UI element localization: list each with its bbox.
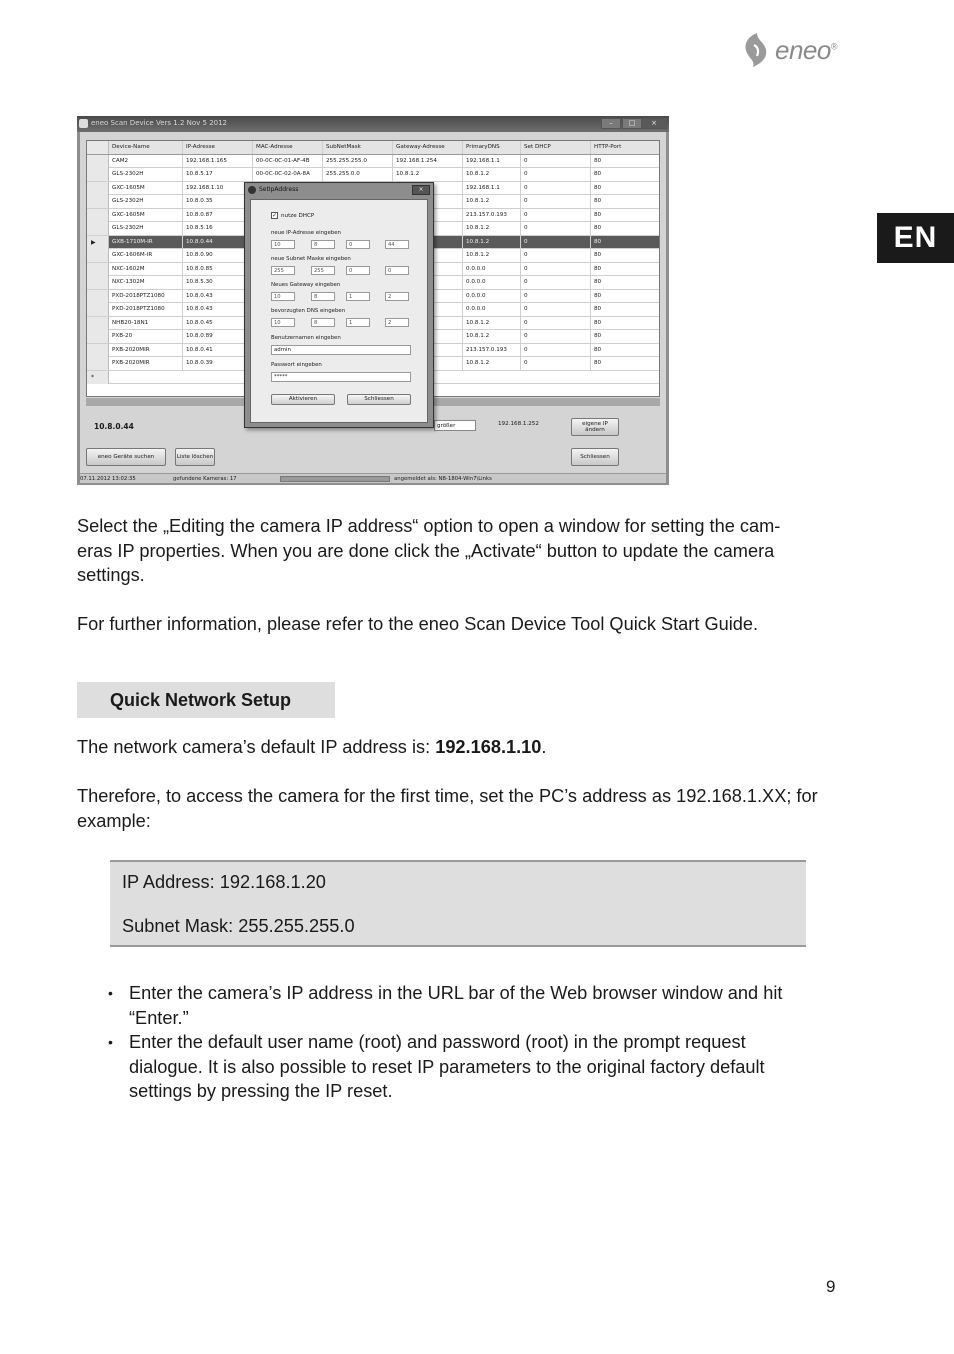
table-cell: 10.8.0.43 xyxy=(183,303,253,316)
mask-label: neue Subnet Maske eingeben xyxy=(271,256,351,262)
table-cell: 00-0C-0C-01-AF-4B xyxy=(253,155,323,168)
table-cell: 0 xyxy=(521,155,591,168)
table-cell: 10.8.0.45 xyxy=(183,317,253,330)
column-header[interactable]: IP-Adresse xyxy=(183,141,253,154)
intro-line: Select the „Editing the camera IP address“ option to open a window for setting the cam- xyxy=(77,516,781,536)
gw-octet-2[interactable]: 8 xyxy=(311,292,335,301)
table-cell: PXB-2020MIR xyxy=(109,344,183,357)
table-cell: 10.8.1.2 xyxy=(463,357,521,370)
instructions-list xyxy=(108,981,818,1104)
list-item: • Enter the default user name (root) and password (root) in the prompt request dialogue. It is also possible to reset IP parameters to the original factory default settings by pressing the IP reset. xyxy=(108,1032,765,1101)
table-cell: PXD-2018PTZ1080 xyxy=(109,303,183,316)
example-ip: IP Address: 192.168.1.20 xyxy=(122,872,326,892)
table-cell: CAM2 xyxy=(109,155,183,168)
clear-list-button[interactable]: Liste löschen xyxy=(175,448,215,466)
row-header-cell xyxy=(87,141,109,154)
table-cell: 10.8.1.2 xyxy=(393,168,463,181)
dialog-title: SetIpAddress xyxy=(259,186,299,193)
table-cell: 192.168.1.165 xyxy=(183,155,253,168)
row-marker xyxy=(87,276,109,289)
table-cell: 0.0.0.0 xyxy=(463,290,521,303)
default-ip-value: 192.168.1.10 xyxy=(435,737,542,757)
bullet-icon: • xyxy=(108,1034,113,1050)
table-cell: 255.255.0.0 xyxy=(323,168,393,181)
table-cell: 213.157.0.193 xyxy=(463,209,521,222)
table-cell: GXB-1710M-IR xyxy=(109,236,183,249)
window-close-button[interactable]: × xyxy=(641,118,667,129)
table-cell: 80 xyxy=(591,263,660,276)
dhcp-checkbox[interactable] xyxy=(271,212,314,219)
app-icon xyxy=(79,119,88,128)
ip-octet-4[interactable]: 44 xyxy=(385,240,409,249)
gw-octet-1[interactable]: 10 xyxy=(271,292,295,301)
column-header[interactable]: SubNetMask xyxy=(323,141,393,154)
further-info-paragraph: For further information, please refer to the eneo Scan Device Tool Quick Start Guide. xyxy=(77,614,759,634)
pc-address-line: Therefore, to access the camera for the first time, set the PC’s address as 192.168.1.XX; for xyxy=(77,786,818,806)
table-cell: 0 xyxy=(521,290,591,303)
row-marker xyxy=(87,182,109,195)
example-settings-box xyxy=(110,860,806,947)
dialog-icon xyxy=(248,186,256,194)
search-devices-button[interactable]: eneo Geräte suchen xyxy=(86,448,166,466)
password-label: Passwort eingeben xyxy=(271,362,322,368)
table-cell: 80 xyxy=(591,195,660,208)
dns-label: bevorzugten DNS eingeben xyxy=(271,308,346,314)
table-cell: NHB20-18N1 xyxy=(109,317,183,330)
table-cell: 0 xyxy=(521,344,591,357)
intro-line: eras IP properties. When you are done click the „Activate“ button to update the camera xyxy=(77,540,775,561)
table-cell: GXC-1606M-IR xyxy=(109,249,183,262)
table-cell: PXB-2020MIR xyxy=(109,357,183,370)
dns-octet-4[interactable]: 2 xyxy=(385,318,409,327)
row-marker xyxy=(87,263,109,276)
table-cell: 80 xyxy=(591,182,660,195)
table-cell: 80 xyxy=(591,317,660,330)
ip-label: neue IP-Adresse eingeben xyxy=(271,230,341,236)
table-cell: 10.8.0.87 xyxy=(183,209,253,222)
table-cell: 80 xyxy=(591,155,660,168)
activate-button[interactable]: Aktivieren xyxy=(271,394,335,405)
table-cell: 80 xyxy=(591,330,660,343)
table-cell: 192.168.1.1 xyxy=(463,182,521,195)
table-cell: 255.255.255.0 xyxy=(323,155,393,168)
pc-address-line: example: xyxy=(77,810,151,831)
table-cell: 192.168.1.10 xyxy=(183,182,253,195)
gw-octet-4[interactable]: 2 xyxy=(385,292,409,301)
table-cell: 10.8.0.41 xyxy=(183,344,253,357)
change-own-ip-button[interactable]: eigene IP ändern xyxy=(571,418,619,436)
column-header[interactable]: Set DHCP xyxy=(521,141,591,154)
column-header[interactable]: HTTP-Port xyxy=(591,141,660,154)
table-cell: 10.8.0.35 xyxy=(183,195,253,208)
table-cell: 80 xyxy=(591,249,660,262)
table-cell: 0 xyxy=(521,168,591,181)
table-row[interactable] xyxy=(87,155,660,169)
row-marker xyxy=(87,249,109,262)
dialog-close-button[interactable]: × xyxy=(412,185,430,195)
filter-combo[interactable]: größer xyxy=(434,420,476,431)
ip-octet-1[interactable]: 10 xyxy=(271,240,295,249)
table-cell: 80 xyxy=(591,276,660,289)
gw-octet-3[interactable]: 1 xyxy=(346,292,370,301)
scan-device-screenshot xyxy=(77,116,669,485)
table-cell: 0 xyxy=(521,303,591,316)
password-input[interactable]: ***** xyxy=(271,372,411,382)
table-cell: PXB-20 xyxy=(109,330,183,343)
close-button[interactable]: Schliessen xyxy=(571,448,619,466)
window-title: eneo Scan Device Vers 1.2 Nov 5 2012 xyxy=(91,119,228,127)
column-header[interactable]: Gateway-Adresse xyxy=(393,141,463,154)
table-cell: GLS-2302H xyxy=(109,168,183,181)
table-cell: 10.8.5.17 xyxy=(183,168,253,181)
table-cell: 10.8.5.16 xyxy=(183,222,253,235)
column-header[interactable]: Device-Name xyxy=(109,141,183,154)
minimize-button[interactable]: – xyxy=(601,118,621,129)
dns-octet-2[interactable]: 8 xyxy=(311,318,335,327)
gateway-label: Neues Gateway eingeben xyxy=(271,282,341,288)
dns-octet-3[interactable]: 1 xyxy=(346,318,370,327)
table-cell: 80 xyxy=(591,236,660,249)
table-cell: 80 xyxy=(591,344,660,357)
row-marker xyxy=(87,222,109,235)
table-cell: 0.0.0.0 xyxy=(463,303,521,316)
status-user: angemeldet als: NB-1804-Win7\Links xyxy=(394,476,492,482)
section-title: Quick Network Setup xyxy=(77,682,335,718)
dns-octet-1[interactable]: 10 xyxy=(271,318,295,327)
table-cell: 10.8.1.2 xyxy=(463,195,521,208)
table-cell: 80 xyxy=(591,209,660,222)
row-marker xyxy=(87,303,109,316)
table-cell: 10.8.0.85 xyxy=(183,263,253,276)
column-header[interactable]: MAC-Adresse xyxy=(253,141,323,154)
row-marker xyxy=(87,195,109,208)
table-cell: 80 xyxy=(591,168,660,181)
column-header[interactable]: PrimaryDNS xyxy=(463,141,521,154)
maximize-button[interactable]: □ xyxy=(622,118,642,129)
table-cell: 10.8.0.44 xyxy=(183,236,253,249)
status-progress xyxy=(280,476,390,482)
row-marker xyxy=(87,155,109,168)
table-cell: 0 xyxy=(521,357,591,370)
table-cell: 192.168.1.1 xyxy=(463,155,521,168)
table-cell: 10.8.0.39 xyxy=(183,357,253,370)
table-cell: 10.8.0.89 xyxy=(183,330,253,343)
eneo-logo xyxy=(741,30,841,70)
intro-line: settings. xyxy=(77,565,145,585)
row-marker xyxy=(87,357,109,370)
table-cell: 0 xyxy=(521,276,591,289)
username-label: Benutzernamen eingeben xyxy=(271,335,341,341)
mask-octet-2[interactable]: 255 xyxy=(311,266,335,275)
table-cell: NXC-1602M xyxy=(109,263,183,276)
language-tab: EN xyxy=(877,213,954,263)
dhcp-label: nutze DHCP xyxy=(281,212,315,219)
table-cell: 10.8.0.43 xyxy=(183,290,253,303)
row-marker: ▶ xyxy=(87,236,109,249)
status-bar xyxy=(80,473,666,483)
row-marker xyxy=(87,317,109,330)
table-cell: 10.8.1.2 xyxy=(463,168,521,181)
mask-octet-1[interactable]: 255 xyxy=(271,266,295,275)
eneo-logo-icon xyxy=(741,31,773,69)
table-cell: 80 xyxy=(591,222,660,235)
window-titlebar xyxy=(77,116,669,132)
ip-octet-2[interactable]: 8 xyxy=(311,240,335,249)
intro-paragraph xyxy=(77,514,847,588)
table-cell: 10.8.1.2 xyxy=(463,330,521,343)
selected-ip: 10.8.0.44 xyxy=(94,422,134,431)
table-cell: GLS-2302H xyxy=(109,195,183,208)
table-cell: 10.8.1.2 xyxy=(463,317,521,330)
table-row[interactable] xyxy=(87,168,660,182)
list-item: • Enter the camera’s IP address in the URL bar of the Web browser window and hit “Enter.” xyxy=(108,983,783,1028)
status-found: gefundene Kameras: 17 xyxy=(173,476,237,482)
table-cell: 0 xyxy=(521,236,591,249)
dialog-schliessen-button[interactable]: Schliessen xyxy=(347,394,411,405)
table-cell: GXC-1605M xyxy=(109,182,183,195)
table-cell: GLS-2302H xyxy=(109,222,183,235)
table-cell: 0 xyxy=(521,263,591,276)
row-marker xyxy=(87,330,109,343)
table-cell: NXC-1302M xyxy=(109,276,183,289)
table-cell: PXD-2018PTZ1080 xyxy=(109,290,183,303)
table-cell: 10.8.5.30 xyxy=(183,276,253,289)
mask-octet-4[interactable]: 0 xyxy=(385,266,409,275)
table-cell: 0 xyxy=(521,249,591,262)
table-cell: 0 xyxy=(521,195,591,208)
dialog-body xyxy=(250,199,428,423)
table-cell: 0.0.0.0 xyxy=(463,263,521,276)
table-cell: 0 xyxy=(521,182,591,195)
page-number: 9 xyxy=(826,1277,836,1296)
logo-text: eneo® xyxy=(775,34,837,65)
bullet-icon: • xyxy=(108,985,113,1001)
table-cell: 10.8.1.2 xyxy=(463,236,521,249)
mask-octet-3[interactable]: 0 xyxy=(346,266,370,275)
table-cell: 213.157.0.193 xyxy=(463,344,521,357)
table-cell: 192.168.1.254 xyxy=(393,155,463,168)
grid-header xyxy=(87,141,660,155)
row-marker xyxy=(87,290,109,303)
default-ip-paragraph: The network camera’s default IP address is: 192.168.1.10. xyxy=(77,737,547,757)
pc-address-paragraph xyxy=(77,784,847,833)
ip-octet-3[interactable]: 0 xyxy=(346,240,370,249)
check-icon: ✓ xyxy=(272,212,278,219)
row-marker xyxy=(87,209,109,222)
table-cell: 80 xyxy=(591,290,660,303)
set-ip-dialog xyxy=(244,182,434,428)
table-cell: 80 xyxy=(591,357,660,370)
table-cell: 0 xyxy=(521,209,591,222)
username-input[interactable]: admin xyxy=(271,345,411,355)
table-cell: 0 xyxy=(521,317,591,330)
table-cell: 0 xyxy=(521,222,591,235)
table-cell: 10.8.0.90 xyxy=(183,249,253,262)
table-cell: 10.8.1.2 xyxy=(463,222,521,235)
row-marker xyxy=(87,168,109,181)
combo-ip: 192.168.1.252 xyxy=(498,421,539,427)
row-marker: * xyxy=(87,371,109,384)
table-cell: 0 xyxy=(521,330,591,343)
table-cell: 00-0C-0C-02-0A-8A xyxy=(253,168,323,181)
table-cell: GXC-1605M xyxy=(109,209,183,222)
table-cell: 0.0.0.0 xyxy=(463,276,521,289)
table-cell: 80 xyxy=(591,303,660,316)
row-marker xyxy=(87,344,109,357)
example-subnet-mask: Subnet Mask: 255.255.255.0 xyxy=(122,916,355,936)
status-date: 07.11.2012 13:02:35 xyxy=(80,476,136,482)
table-cell: 10.8.1.2 xyxy=(463,249,521,262)
